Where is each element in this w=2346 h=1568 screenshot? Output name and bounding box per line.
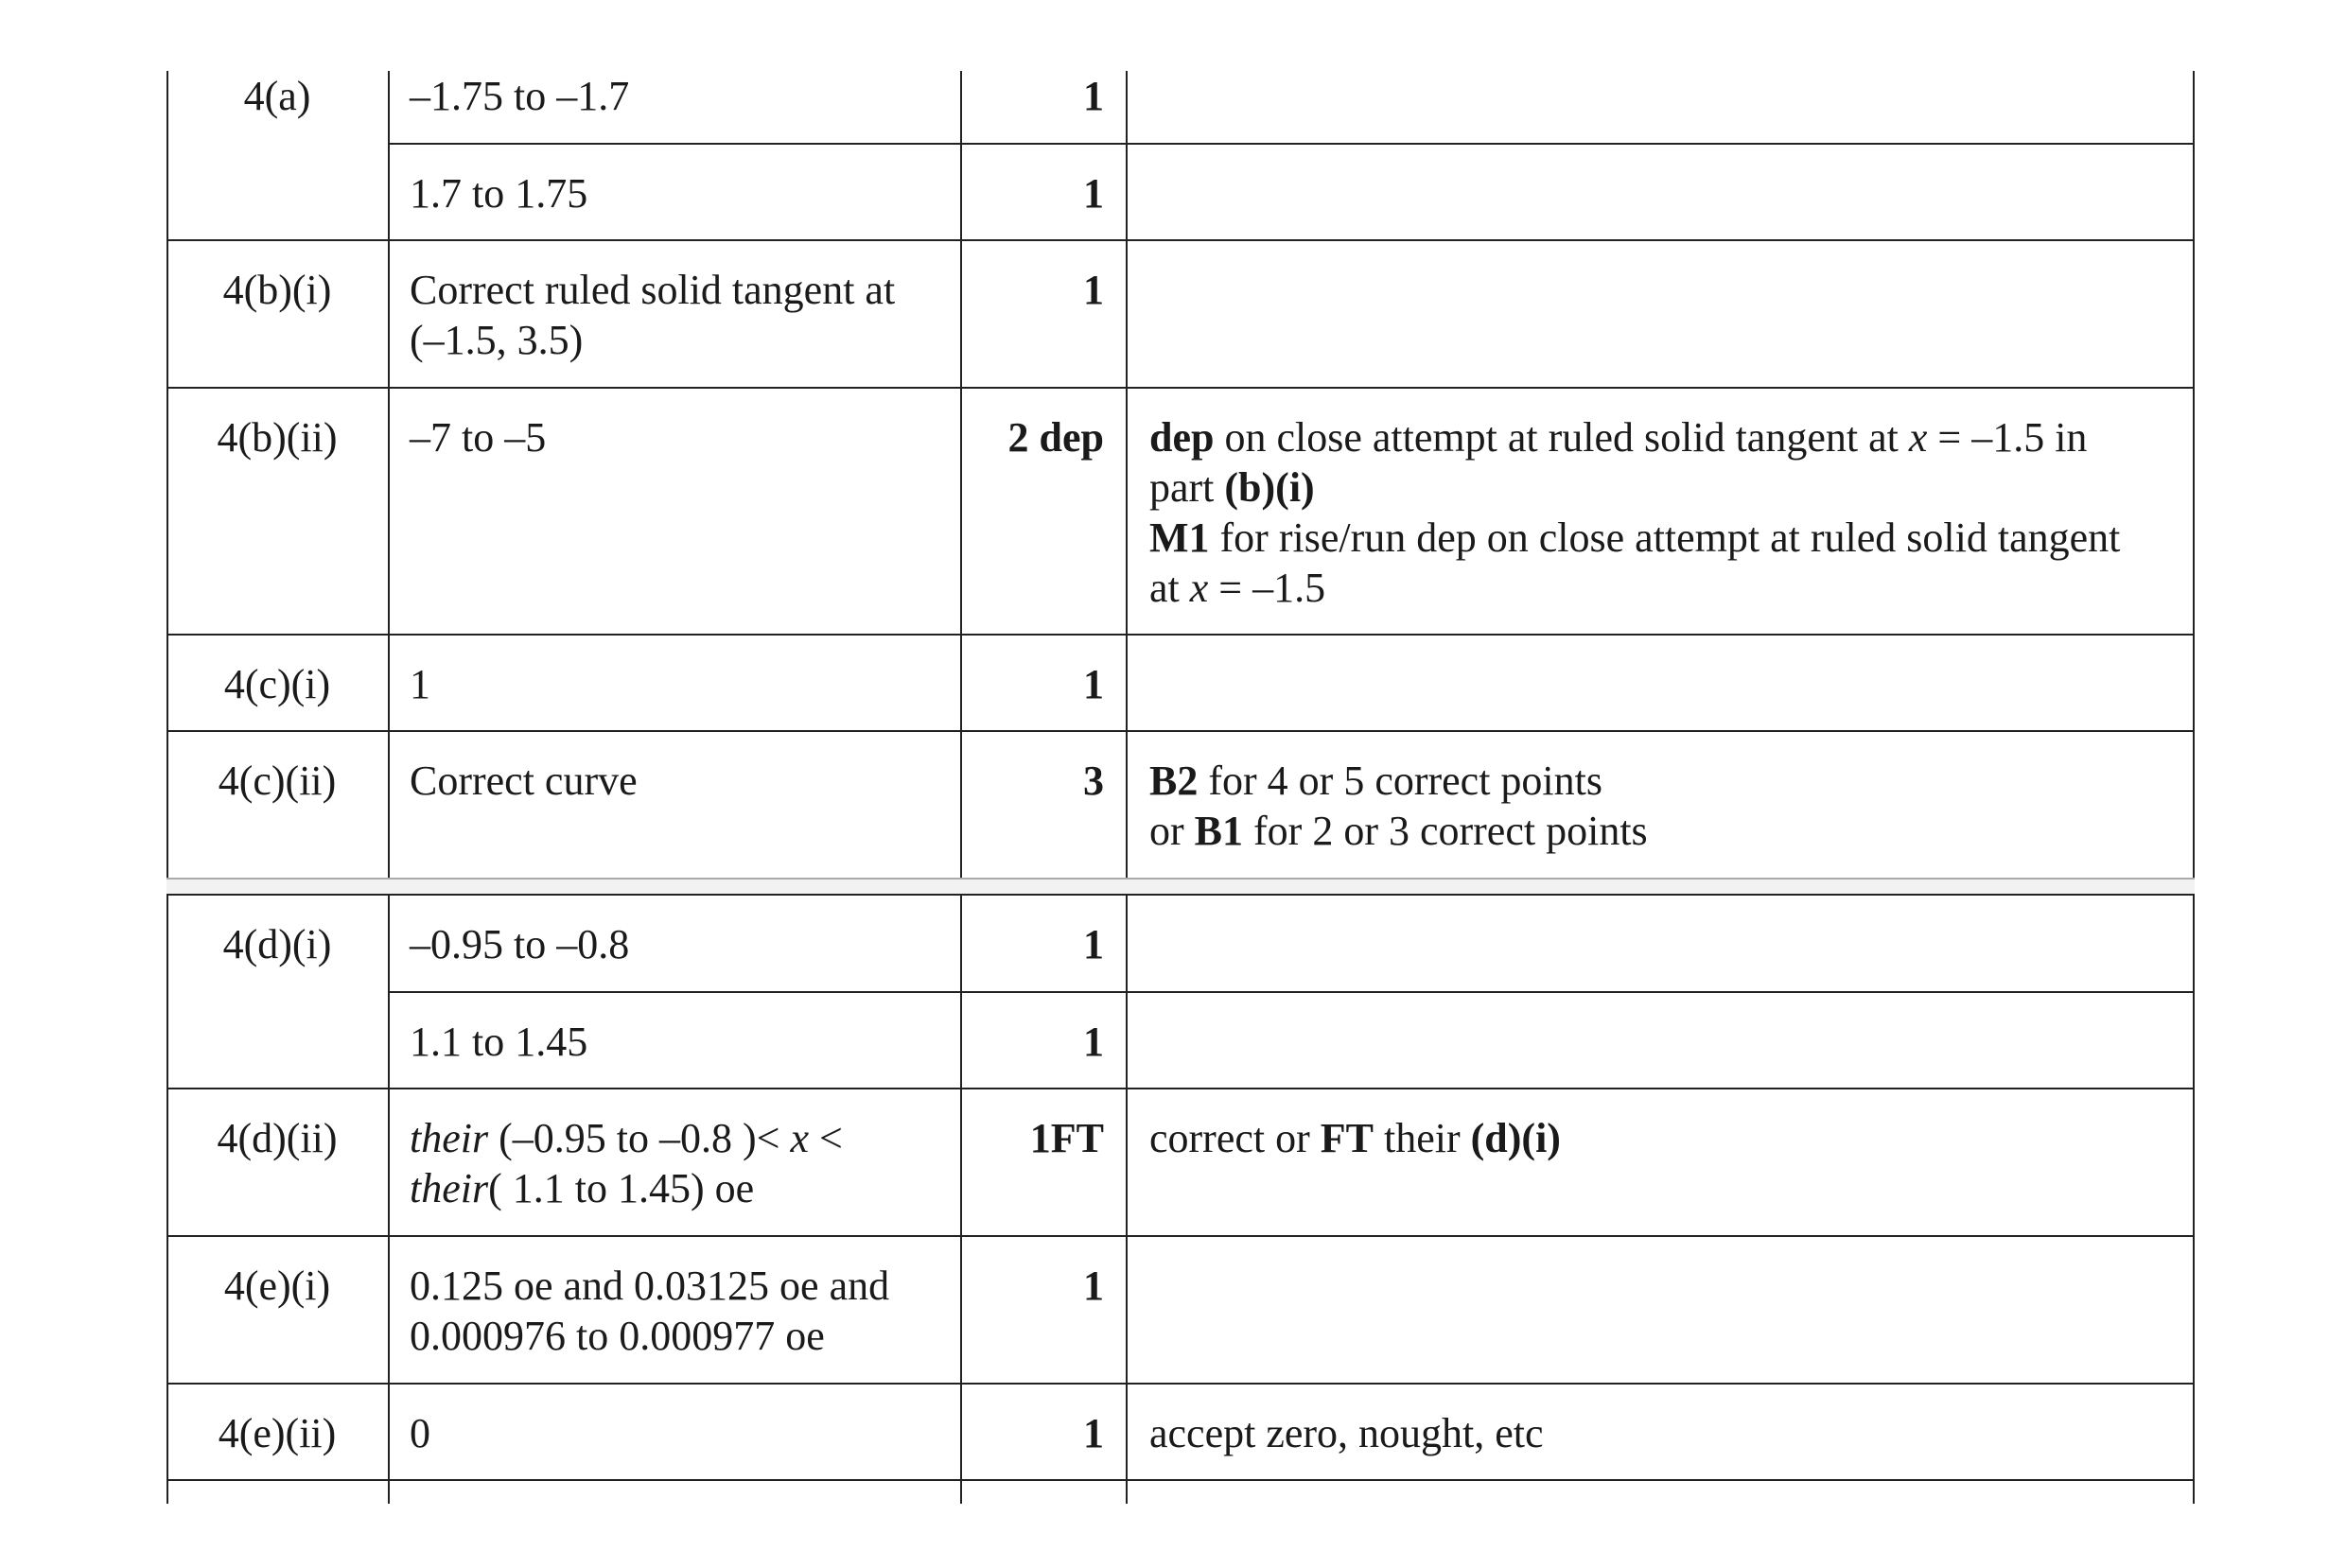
question-number: 4(a) bbox=[243, 73, 311, 119]
guidance-span: = –1.5 in bbox=[1927, 414, 2088, 461]
row-rule bbox=[166, 634, 2195, 636]
guidance-line bbox=[1149, 563, 2185, 613]
question-number: 4(b)(i) bbox=[222, 267, 332, 313]
answer-text: Correct curve bbox=[410, 758, 638, 804]
guidance-variable: x bbox=[1189, 565, 1209, 611]
marks-value: 1 bbox=[1083, 73, 1104, 119]
marks-value: 1 bbox=[1083, 170, 1104, 217]
question-number: 4(e)(i) bbox=[223, 1263, 331, 1309]
guidance-span: on close attempt at ruled solid tangent at bbox=[1214, 414, 1909, 461]
row-rule bbox=[166, 1088, 2195, 1089]
answer-text bbox=[410, 1261, 944, 1361]
answer-text: –0.95 to –0.8 bbox=[410, 921, 630, 967]
guidance-text bbox=[1149, 756, 2185, 856]
answer-text bbox=[410, 265, 944, 365]
row-rule bbox=[166, 1235, 2195, 1237]
guidance-bold: (d)(i) bbox=[1470, 1115, 1561, 1161]
row-rule bbox=[166, 239, 2195, 241]
answer-span: < bbox=[808, 1115, 843, 1161]
answer-text: 1.1 to 1.45 bbox=[410, 1019, 588, 1065]
answer-line: (–1.5, 3.5) bbox=[410, 317, 584, 363]
guidance-span: at bbox=[1149, 565, 1190, 611]
row-rule bbox=[166, 387, 2195, 389]
table-divider-marks bbox=[1126, 71, 1128, 1504]
guidance-bold: M1 bbox=[1149, 514, 1210, 561]
guidance-span: correct or bbox=[1149, 1115, 1321, 1161]
marks-value: 3 bbox=[1083, 758, 1104, 804]
answer-line bbox=[410, 1163, 944, 1213]
guidance-line bbox=[1149, 462, 2185, 513]
guidance-bold: B1 bbox=[1194, 808, 1244, 854]
marks-value: 2 dep bbox=[1007, 414, 1104, 461]
marks-value: 1 bbox=[1083, 267, 1104, 313]
row-rule bbox=[166, 894, 2195, 896]
guidance-span: for rise/run dep on close attempt at ruled solid tangent bbox=[1209, 514, 2121, 561]
answer-text bbox=[410, 1113, 944, 1213]
answer-span: (–0.95 to –0.8 )< bbox=[488, 1115, 791, 1161]
guidance-text bbox=[1149, 1113, 2185, 1163]
question-number: 4(e)(ii) bbox=[218, 1410, 337, 1456]
guidance-line bbox=[1149, 756, 2185, 806]
marks-value: 1 bbox=[1083, 1263, 1104, 1309]
marks-value: 1 bbox=[1083, 1410, 1104, 1456]
guidance-span: for 2 or 3 correct points bbox=[1243, 808, 1648, 854]
row-rule bbox=[166, 730, 2195, 732]
guidance-bold: dep bbox=[1149, 414, 1215, 461]
answer-text: –1.75 to –1.7 bbox=[410, 73, 630, 119]
row-rule bbox=[388, 143, 2195, 145]
row-rule bbox=[388, 991, 2195, 993]
answer-span: ( 1.1 to 1.45) oe bbox=[488, 1165, 755, 1211]
answer-italic: their bbox=[410, 1165, 489, 1211]
answer-text: 0 bbox=[410, 1410, 430, 1456]
guidance-span: their bbox=[1374, 1115, 1471, 1161]
table-divider-question bbox=[388, 71, 390, 1504]
guidance-line bbox=[1149, 806, 2185, 856]
answer-line bbox=[410, 1113, 944, 1163]
guidance-line bbox=[1149, 412, 2185, 462]
guidance-bold: B2 bbox=[1149, 758, 1199, 804]
question-number: 4(b)(ii) bbox=[217, 414, 338, 461]
answer-italic: their bbox=[410, 1115, 489, 1161]
question-number: 4(d)(i) bbox=[222, 921, 332, 967]
answer-line: 0.125 oe and 0.03125 oe and bbox=[410, 1263, 890, 1309]
marks-value: 1 bbox=[1083, 921, 1104, 967]
table-border-right bbox=[2193, 71, 2195, 1504]
guidance-text bbox=[1149, 412, 2185, 613]
guidance-line bbox=[1149, 513, 2185, 563]
question-number: 4(d)(ii) bbox=[217, 1115, 338, 1161]
guidance-span: part bbox=[1149, 464, 1225, 511]
guidance-text: accept zero, nought, etc bbox=[1149, 1410, 1544, 1456]
answer-text: 1.7 to 1.75 bbox=[410, 170, 588, 217]
answer-text: 1 bbox=[410, 661, 430, 707]
page-break-rule bbox=[166, 878, 2195, 880]
guidance-span: = –1.5 bbox=[1208, 565, 1326, 611]
marks-value: 1FT bbox=[1029, 1115, 1104, 1161]
answer-line: 0.000976 to 0.000977 oe bbox=[410, 1313, 825, 1359]
guidance-bold: FT bbox=[1320, 1115, 1374, 1161]
marks-value: 1 bbox=[1083, 1019, 1104, 1065]
guidance-bold: (b)(i) bbox=[1224, 464, 1315, 511]
guidance-span: or bbox=[1149, 808, 1195, 854]
guidance-variable: x bbox=[1908, 414, 1928, 461]
question-number: 4(c)(ii) bbox=[218, 758, 337, 804]
question-number: 4(c)(i) bbox=[223, 661, 331, 707]
row-rule bbox=[166, 1479, 2195, 1481]
answer-line: Correct ruled solid tangent at bbox=[410, 267, 896, 313]
marks-value: 1 bbox=[1083, 661, 1104, 707]
row-rule bbox=[166, 1383, 2195, 1385]
answer-text: –7 to –5 bbox=[410, 414, 547, 461]
page-break-gap bbox=[166, 880, 2195, 894]
guidance-span: for 4 or 5 correct points bbox=[1198, 758, 1603, 804]
answer-variable: x bbox=[790, 1115, 809, 1161]
